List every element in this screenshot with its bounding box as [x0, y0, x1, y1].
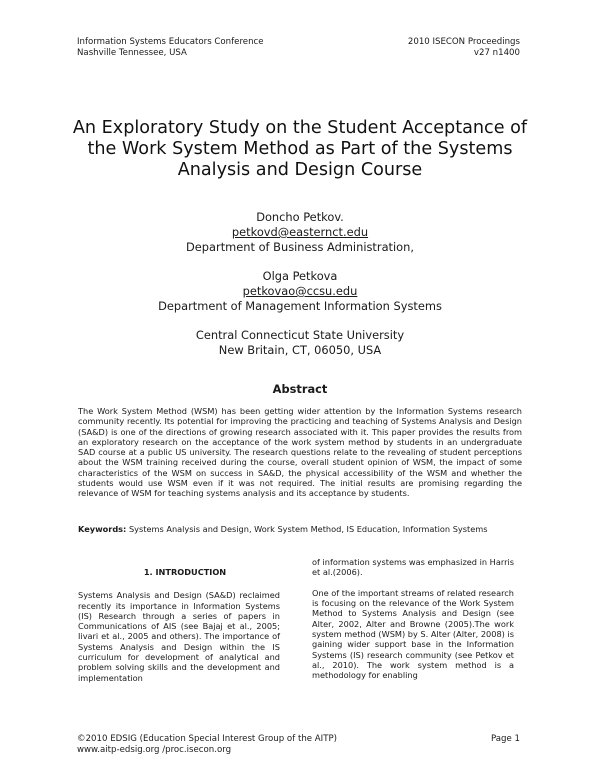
- keywords-label: Keywords:: [78, 524, 127, 534]
- author2-name: Olga Petkova: [262, 269, 338, 284]
- university-location: New Britain, CT, 06050, USA: [218, 343, 382, 358]
- abstract-heading: Abstract: [272, 382, 328, 396]
- conference-location: Nashville Tennessee, USA: [77, 48, 187, 58]
- author-block: [60, 210, 540, 358]
- keywords: [78, 524, 522, 534]
- running-header-left: [77, 37, 264, 59]
- left-column: [78, 567, 280, 683]
- author1-name: Doncho Petkov.: [256, 210, 344, 224]
- author2-email-link[interactable]: petkovao@ccsu.edu: [242, 283, 358, 298]
- university-name: Central Connecticut State University: [195, 328, 405, 343]
- body-paragraph: of information systems was emphasized in Harris et al.(2006).: [312, 557, 514, 578]
- footer-right: [491, 734, 520, 745]
- author1-email-link[interactable]: petkovd@easternct.edu: [231, 224, 369, 239]
- right-column: [312, 557, 514, 681]
- proceedings-name: 2010 ISECON Proceedings: [407, 37, 520, 47]
- abstract-text: The Work System Method (WSM) has been getting wider attention by the Information Systems research community recently. Its potential for improving the practicing and teaching of Systems Analysis and Design (SA&D) is one of the directions of growing research associated with it. This paper provides the results from an exploratory research on the acceptance of the work system method by students in an undergraduate SAD course at a public US university. The research questions relate to the revealing of student perceptions about the WSM training received during the course, overall student opinion of WSM, the impact of some characteristics of the WSM on success in SA&D, the physical accessibility of the WSM and whether the students would use WSM even if it was not required. The initial results are promising regarding the relevance of WSM for teaching systems analysis and its acceptance by students.: [78, 406, 522, 499]
- keywords-text: Systems Analysis and Design, Work System Method, IS Education, Information Systems: [128, 524, 488, 534]
- body-paragraph: One of the important streams of related research is focusing on the relevance of the Work System Method to Systems Analysis and Design (see Alter, 2002, Alter and Browne (2005).The work system method (WSM) by S. Alter (Alter, 2008) is gaining wider support base in the Information Systems (IS) research community (see Petkov et al., 2010). The work system method is a methodology for enabling: [312, 587, 514, 681]
- author2-department: Department of Management Information Systems: [158, 298, 442, 313]
- website-link[interactable]: www.aitp-edsig.org /proc.isecon.org: [77, 745, 232, 755]
- paper-title: An Exploratory Study on the Student Acceptance of the Work System Method as Part of the Systems Analysis and Design Course: [72, 118, 528, 180]
- footer-left: [77, 734, 337, 756]
- author1-department: Department of Business Administration,: [186, 239, 414, 254]
- page-number: Page 1: [490, 734, 520, 744]
- body-paragraph: Systems Analysis and Design (SA&D) reclaimed recently its importance in Information Systems (IS) Research through a series of papers in Communications of AIS (see Bajaj et al., 2005; Iivari et al., 2005 and others). The importance of Systems Analysis and Design within the IS curriculum for development of analytical and problem solving skills and the development and implementation: [78, 590, 280, 683]
- section-heading: 1. INTRODUCTION: [143, 567, 227, 577]
- running-header-right: [408, 37, 520, 59]
- conference-name: Information Systems Educators Conference: [77, 37, 264, 47]
- copyright-line: ©2010 EDSIG (Education Special Interest Group of the AITP): [77, 734, 337, 744]
- volume-number: v27 n1400: [473, 48, 520, 58]
